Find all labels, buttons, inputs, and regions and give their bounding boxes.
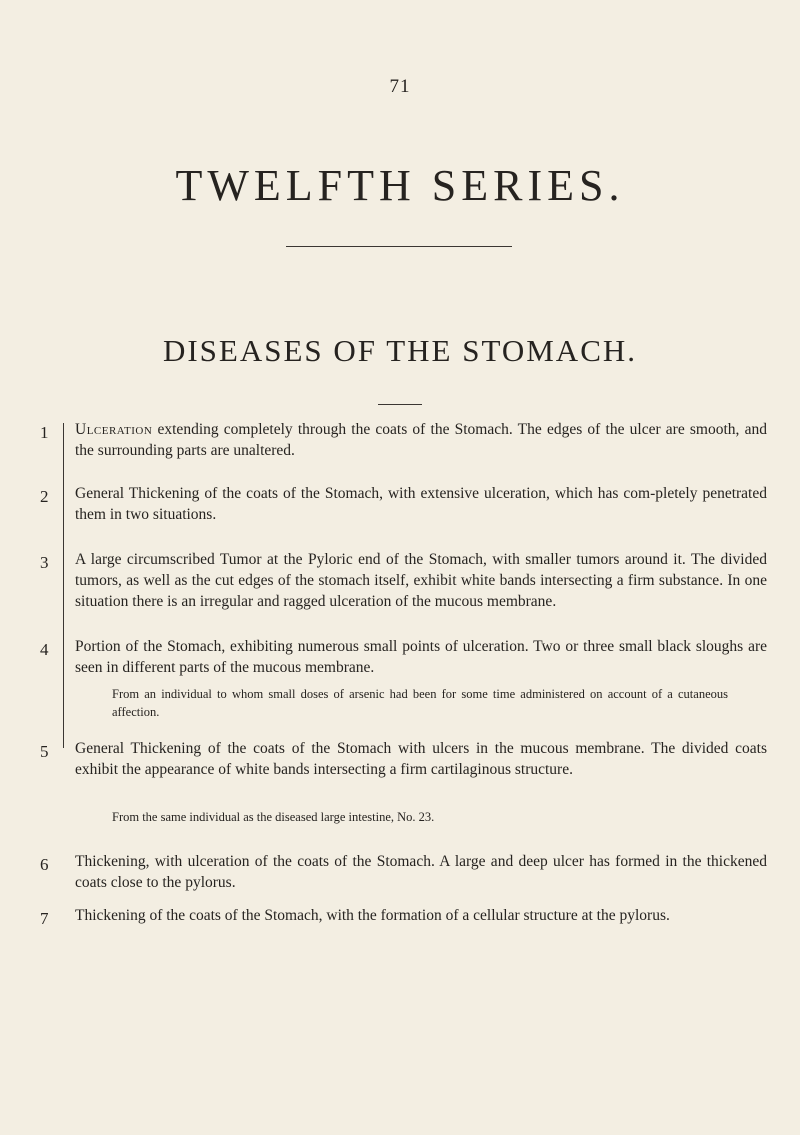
section-divider	[378, 404, 422, 405]
entry-text: A large circumscribed Tumor at the Pyloric end of the Stomach, with smaller tumors around it. The divided tumors, as well as the cut edges of the stomach itself, exhibit white bands intersecting a firm substance. In one situation there is an irregular and ragged ulceration of the mucous membrane.	[75, 551, 767, 610]
entry-number: 5	[40, 742, 49, 761]
entry-number: 6	[40, 855, 49, 874]
catalogue-margin-line	[63, 423, 64, 748]
entry-text: General Thickening of the coats of the Stomach, with extensive ulceration, which has com-pletely penetrated them in two situations.	[75, 485, 767, 523]
entry-number: 1	[40, 423, 49, 442]
entry-lead-word: Ulceration	[75, 421, 153, 438]
entry-text	[75, 419, 767, 461]
section-title: DISEASES OF THE STOMACH.	[162, 333, 638, 368]
entry-number: 2	[40, 487, 49, 506]
entry-text: Thickening of the coats of the Stomach, with the formation of a cellular structure at the pylorus.	[75, 907, 670, 924]
series-title: TWELFTH SERIES.	[175, 161, 625, 210]
entry-text: General Thickening of the coats of the Stomach with ulcers in the mucous membrane. The divided coats exhibit the appearance of white bands intersecting a firm cartilaginous structure.	[75, 740, 767, 778]
entry-note: From the same individual as the diseased large intestine, No. 23.	[112, 810, 435, 824]
title-divider	[286, 246, 512, 247]
entry-text: Thickening, with ulceration of the coats of the Stomach. A large and deep ulcer has formed in the thickened coats close to the pylorus.	[75, 853, 767, 891]
entry-note: From an individual to whom small doses of arsenic had been for some time administered on account of a cutaneous affection.	[112, 687, 728, 719]
entry-number: 4	[40, 640, 49, 659]
entry-number: 3	[40, 553, 49, 572]
entry-body: extending completely through the coats of the Stomach. The edges of the ulcer are smooth, and the surrounding parts are unaltered.	[75, 421, 767, 459]
page-number: 71	[389, 76, 411, 97]
entry-number: 7	[40, 909, 49, 928]
entry-text: Portion of the Stomach, exhibiting numerous small points of ulceration. Two or three small black sloughs are seen in different parts of the mucous membrane.	[75, 638, 767, 676]
